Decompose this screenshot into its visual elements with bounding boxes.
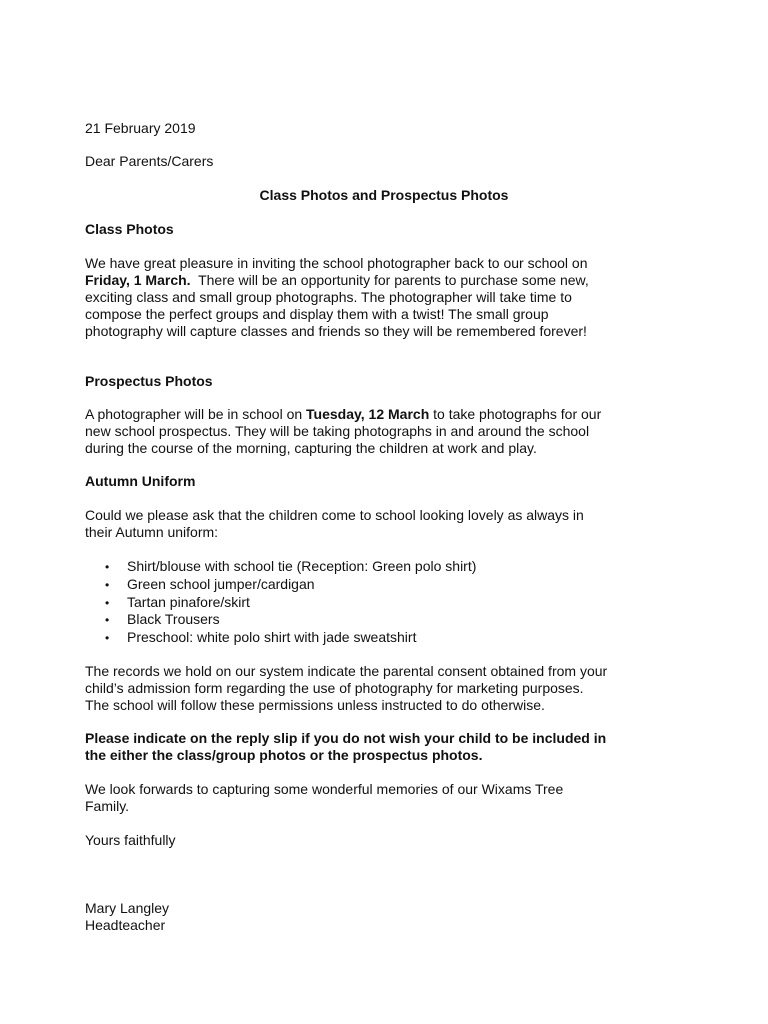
bullet-icon: • [105,578,110,592]
letter-date: 21 February 2019 [85,120,196,136]
closing-line: Family. [85,798,130,814]
signatory-name: Mary Langley [85,900,170,916]
signoff: Yours faithfully [85,832,176,848]
class-photos-line: We have great pleasure in inviting the school photographer back to our school on [85,255,588,271]
salutation: Dear Parents/Carers [85,153,214,169]
class-photos-line [85,272,589,289]
list-item-label: Green school jumper/cardigan [127,576,315,592]
class-photos-heading: Class Photos [85,221,174,237]
class-photos-date: Friday, 1 March. [85,272,191,288]
prospectus-line-post: to take photographs for our [429,406,602,422]
reply-slip-line: Please indicate on the reply slip if you do not wish your child to be included in [85,730,607,746]
bullet-icon: • [105,560,110,574]
bullet-icon: • [105,596,110,610]
records-line: child’s admission form regarding the use of photography for marketing purposes. [85,680,584,696]
bullet-icon: • [105,613,110,627]
list-item [105,558,476,576]
list-item-label: Black Trousers [127,611,220,627]
closing-line: We look forwards to capturing some wonderful memories of our Wixams Tree [85,781,564,797]
class-photos-line-text: There will be an opportunity for parents to purchase some new, [190,272,589,288]
signatory-role: Headteacher [85,917,166,933]
prospectus-photos-line [85,406,601,423]
prospectus-photos-date: Tuesday, 12 March [306,406,430,422]
list-item-label: Tartan pinafore/skirt [127,594,250,610]
reply-slip-line: the either the class/group photos or the prospectus photos. [85,747,483,763]
bullet-icon: • [105,631,110,645]
class-photos-line: compose the perfect groups and display them with a twist! The small group [85,306,549,322]
records-line: The records we hold on our system indicate the parental consent obtained from your [85,663,608,679]
list-item [105,629,416,647]
list-item [105,594,250,612]
prospectus-line-pre: A photographer will be in school on [85,406,307,422]
list-item [105,576,315,594]
class-photos-line: photography will capture classes and friends so they will be remembered forever! [85,323,587,339]
list-item [105,611,220,629]
autumn-uniform-line: their Autumn uniform: [85,524,219,540]
class-photos-line: exciting class and small group photographs. The photographer will take time to [85,289,572,305]
prospectus-photos-line: new school prospectus. They will be taking photographs in and around the school [85,423,590,439]
list-item-label: Shirt/blouse with school tie (Reception: Green polo shirt) [127,558,477,574]
letter-title: Class Photos and Prospectus Photos [259,187,509,203]
autumn-uniform-heading: Autumn Uniform [85,473,196,489]
prospectus-photos-line: during the course of the morning, capturing the children at work and play. [85,440,537,456]
prospectus-photos-heading: Prospectus Photos [85,373,213,389]
records-line: The school will follow these permissions unless instructed to do otherwise. [85,697,545,713]
list-item-label: Preschool: white polo shirt with jade sweatshirt [127,629,417,645]
autumn-uniform-line: Could we please ask that the children come to school looking lovely as always in [85,507,584,523]
